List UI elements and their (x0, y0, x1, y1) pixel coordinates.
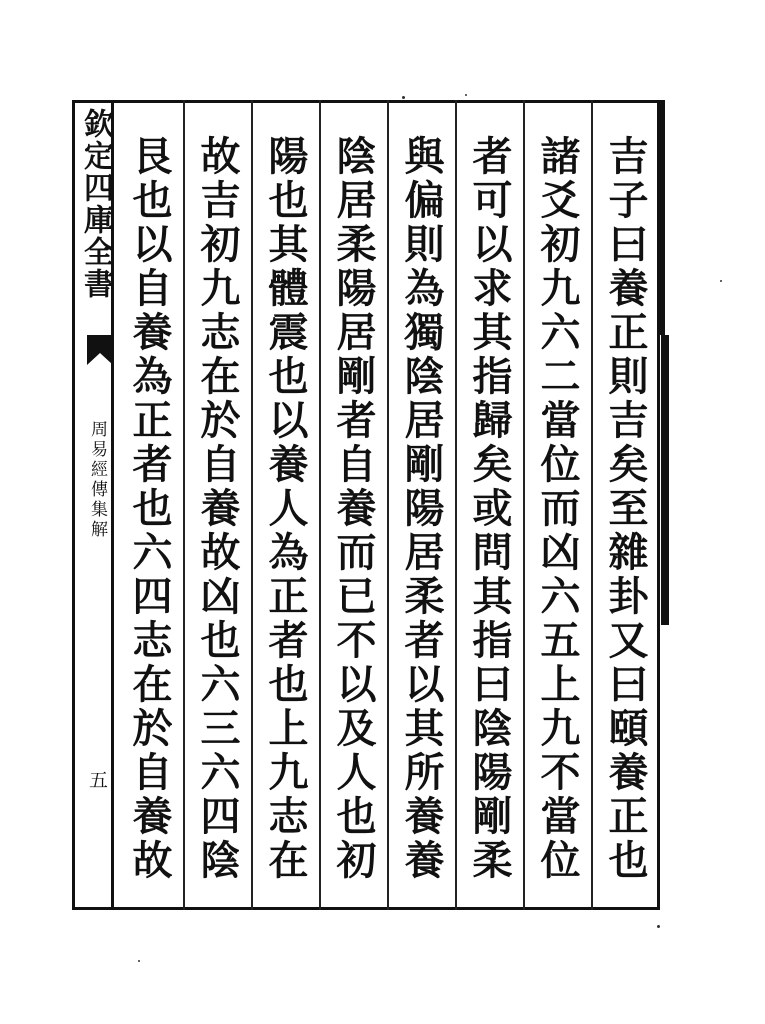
text-column-7: 故吉初九志在於自養故凶也六三六四陰 (194, 135, 241, 883)
print-speck (657, 925, 660, 928)
text-column-3: 者可以求其指歸矣或問其指曰陰陽剛柔 (466, 135, 513, 883)
text-column-2: 諸爻初九六二當位而凶六五上九不當位 (534, 135, 581, 883)
text-column-8: 艮也以自養為正者也六四志在於自養故 (126, 135, 173, 883)
collection-title: 欽定四庫全書 (78, 108, 113, 300)
text-column-6: 陽也其體震也以養人為正者也上九志在 (262, 135, 309, 883)
print-speck (720, 280, 722, 282)
book-title: 周易經傳集解 (87, 420, 107, 540)
print-speck (465, 94, 467, 96)
text-column-5: 陰居柔陽居剛者自養而已不以及人也初 (330, 135, 377, 883)
frame-right-edge (659, 100, 665, 335)
text-column-4: 與偏則為獨陰居剛陽居柔者以其所養養 (398, 135, 445, 883)
text-column-1: 吉子曰養正則吉矣至雜卦又曰頤養正也 (602, 135, 649, 883)
frame-right-bar (661, 335, 669, 625)
page-number: 五 (86, 770, 108, 789)
print-speck (402, 96, 405, 99)
print-speck (138, 960, 140, 962)
